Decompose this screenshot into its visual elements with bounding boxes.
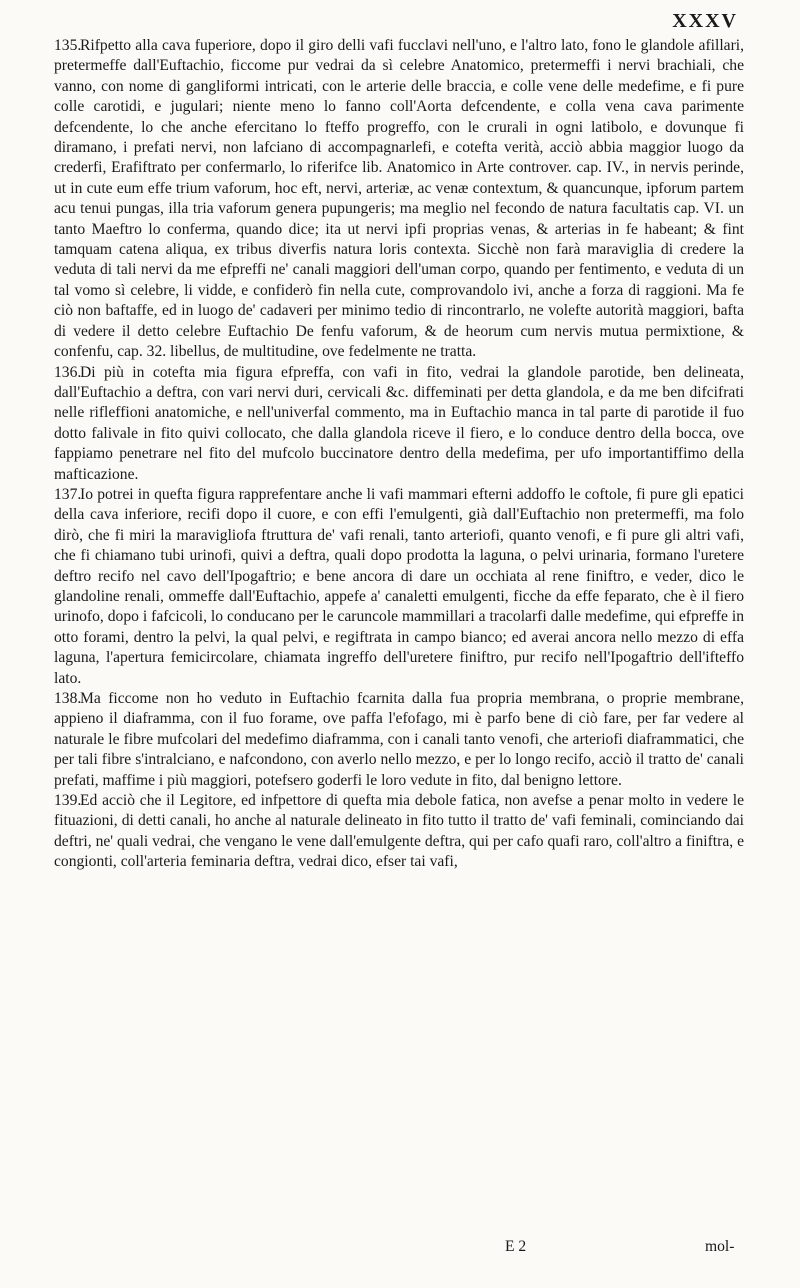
paragraph-135 (54, 36, 744, 363)
paragraph-139 (54, 791, 744, 873)
paragraph-number: 135. (54, 37, 82, 54)
paragraph-number: 139. (54, 792, 82, 810)
paragraph-number: 138. (54, 690, 82, 707)
paragraph-text: Ma ficcome non ho veduto in Euftachio fcarnita dalla fua propria membrana, o proprie membrane, appieno il diaframma, con il fuo forame, ove paffa l'efofago, mi è parfo bene di ciò fare, per far vedere al naturale le fibre mufcolari del medefimo diaframma, con i canali tanto venofi, che arteriofi diaframmatici, che per tali fibre s'intralciano, e nafcondono, con averlo nello mezzo, e per lo longo recifo, acciò il tratto de' canali prefati, maffime i più maggiori, potefsero goderfi le loro vedute in fito, dal benigno lettore. (54, 690, 744, 789)
paragraph-text: Di più in cotefta mia figura efpreffa, con vafi in fito, vedrai la glandole parotide, ben delineata, dall'Euftachio a deftra, con vari nervi duri, cervicali &c. diffeminati per detta glandola, e da me ben difcifrati nelle rifleffioni anatomiche, e nell'univerfal commento, ma in Euftachio manca in tal parte di parotide il fuo dotto falivale in fito quivi collocato, che dalla glandola riceve il fiero, e lo conduce dentro della bocca, ove fappiamo penetrare nel fito del mufcolo buccinatore dentro della medefima, per ufo importantiffimo della mafticazione. (54, 363, 744, 483)
paragraph-number: 136. (54, 363, 82, 381)
paragraph-text: Ed acciò che il Legitore, ed infpettore di quefta mia debole fatica, non avefse a penar molto in vedere le fituazioni, di detti canali, ho anche al naturale delineato in fito tutto il tratto de' vafi feminali, cominciando dai deftri, ne' quali vedrai, che vengano le vene dall'emulgente deftra, qui per cafo quafi raro, coll'altro a finiftra, e congionti, coll'arteria feminaria deftra, vedrai dico, efser tai vafi, (54, 792, 744, 871)
paragraph-136 (54, 363, 744, 485)
paragraph-138 (54, 689, 744, 791)
paragraph-text: Rifpetto alla cava fuperiore, dopo il giro delli vafi fucclavi nell'uno, e l'altro lato, fono le glandole afillari, pretermeffe dall'Euftachio, ficcome pur vedrai da sì celebre Anatomico, pretermeffi i nervi brachiali, che vanno, con nome di gangliformi intricati, con le arterie delle braccia, e colle vene delle medefime, e fi pure colle carotidi, e jugulari; niente meno lo fanno coll'Aorta defcendente, e colla vena cava parimente defcendente, lo che anche efercitano lo fteffo progreffo, con le crurali in ogni latibolo, e dovunque fi diramano, i prefati nervi, non lafciano di accompagnarlefi, e cotefta verità, acciò abbia maggior luogo da crederfi, Erafiftrato per confermarlo, lo riferifce lib. Anatomico in Arte controver. cap. IV., in nervis perinde, ut in cute eum effe trium vaforum, hoc eft, nervi, arteriæ, ac venæ contextum, & quancunque, ipforum partem acu tenui pungas, illa tria vaforum genera pupungeris; ma meglio nel fecondo de natura facultatis cap. VI. un tanto Maeftro lo conferma, quando dice; ita ut nervi ipfi proprias venas, & arterias in fe habeant; & fint tamquam catena aliqua, ex tribus diverfis natura loris contexta. Sicchè non farà maraviglia di credere la veduta di tali nervi da me efpreffi ne' canali maggiori dell'uman corpo, quando per fentimento, e veduta di un tal vomo sì celebre, li vidde, e confiderò fin nella cute, comprovandolo ivi, anche a forza di raggioni. Ma fe ciò non baftaffe, ed in luogo de' cadaveri per minimo tedio di rincontrarlo, ne volefte autorità maggiori, bafta di vedere il detto celebre Euftachio De fenfu vaforum, & de heorum cum nervis mutua permixtione, & confenfu, cap. 32. libellus, de multitudine, ove fedelmente ne tratta. (54, 37, 744, 361)
paragraph-number: 137. (54, 485, 82, 503)
paragraph-137 (54, 485, 744, 689)
signature-mark: E 2 (505, 1238, 527, 1255)
paragraph-text: Io potrei in quefta figura rapprefentare anche li vafi mammari efterni addoffo le coftole, fi pure gli epatici della cava inferiore, recifi dopo il cuore, e con effi l'emulgenti, già dall'Euftachio non pretermeffi, ma folo dirò, che fi miri la maravigliofa ftruttura de' vafi renali, tanto arteriofi, quanto venofi, e fi pure gli altri vafi, che fi chiamano tubi urinofi, quivi a deftra, quali dopo prodotta la laguna, o pelvi urinaria, formano l'uretere deftro recifo nel cavo dell'Ipogaftrio; e bene ancora di dare un occhiata al rene finiftro, e veder, dico le glandoline renali, ommeffe dall'Euftachio, appefe a' canaletti emulgenti, ficche da effe feparato, che è il fiero urinofo, dopo i fafcicoli, lo conducano per le caruncole mammillari a tracolarfi dalle medefime, qui efpreffe in otto forami, dentro la pelvi, la qual pelvi, e regiftrata in campo bianco; ed averai ancora nello mezzo di effa laguna, l'apertura femicircolare, chiamata ingreffo dell'uretere finiftro, pur recifo nell'Ipogaftrio dell'ifteffo lato. (54, 485, 744, 687)
catchword: mol- (705, 1238, 735, 1255)
page-numeral: XXXV (672, 10, 738, 32)
body-text (54, 36, 744, 873)
